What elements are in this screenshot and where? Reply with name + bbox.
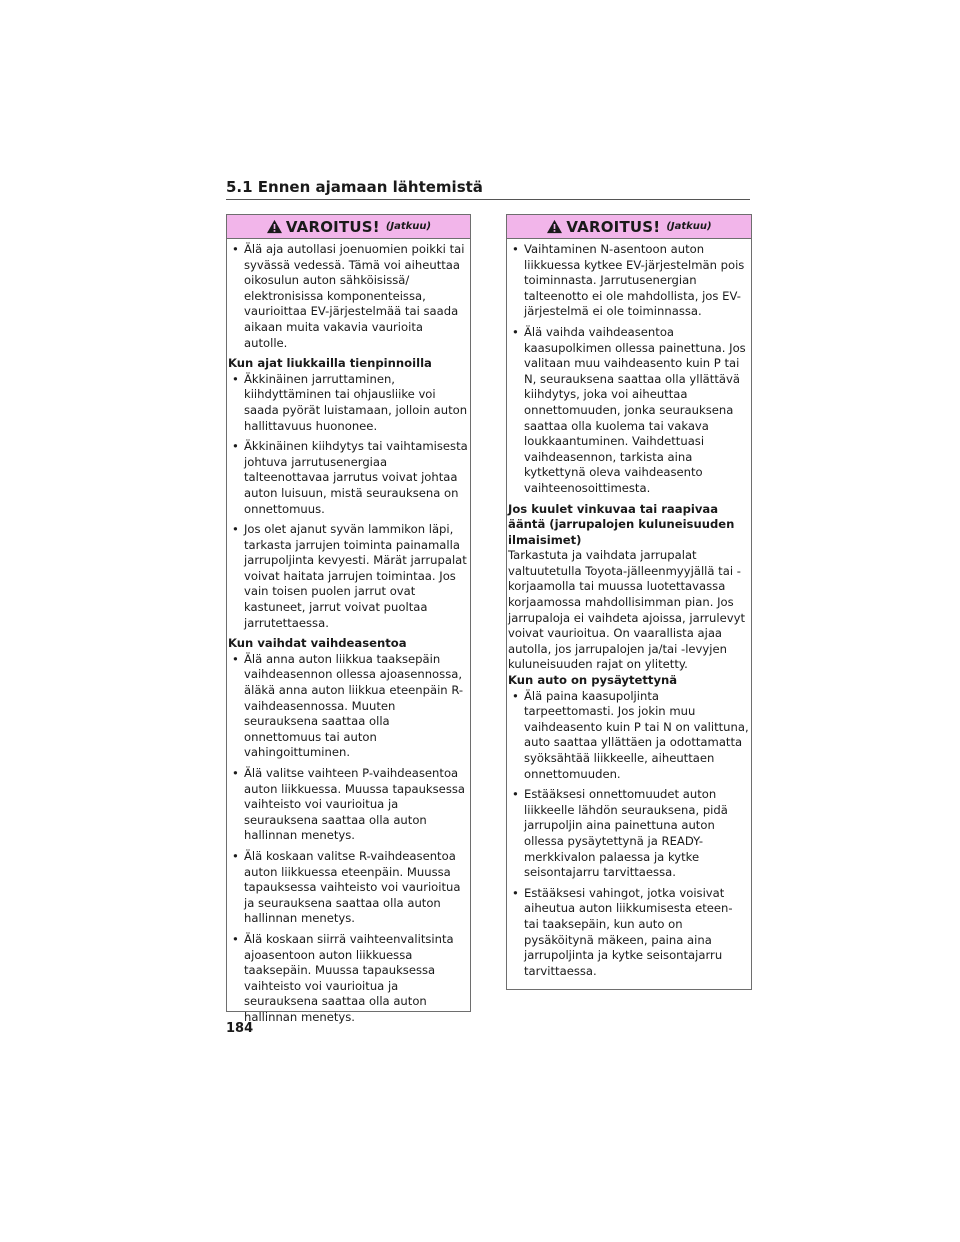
warning-title: VAROITUS! [285, 217, 380, 236]
list-item [228, 372, 470, 434]
warning-triangle-icon [546, 219, 563, 234]
list-item-text: Vaihtaminen N-asentoon auton liikkuessa kytkee EV-järjestelmän pois toiminnasta. Jarrutusenergian talteenotto ei ole mahdollista, jos EV-järjestelmä ei ole toiminnassa. [524, 242, 745, 319]
section-header: 5.1 Ennen ajamaan lähtemistä [226, 178, 750, 200]
list-item-text: Estääksesi onnettomuudet auton liikkeelle lähdön seurauksena, pidä jarrupoljin aina painettuna auton ollessa pysäytettynä ja READY-merkkivalon palaessa ja kytke seisontajarru tarvittaessa. [524, 787, 728, 880]
list-item [508, 689, 751, 783]
bullet-icon: • [512, 787, 519, 802]
list-item [508, 325, 751, 497]
right-heading-brake-noise: Jos kuulet vinkuvaa tai raapivaa ääntä (jarrupalojen kuluneisuuden ilmaisimet) [508, 501, 735, 547]
bullet-icon: • [232, 651, 239, 666]
bullet-icon: • [512, 324, 519, 339]
list-item-text: Äkkinäinen jarruttaminen, kiihdyttäminen tai ohjausliike voi saada pyörät luistamaan, jolloin auton hallittavuus huononee. [244, 371, 468, 433]
bullet-icon: • [232, 439, 239, 454]
bullet-icon: • [232, 931, 239, 946]
list-item-text: Estääksesi vahingot, jotka voisivat aiheutua auton liikkumisesta eteen- tai taaksepäin, kun auto on pysäköitynä mäkeen, paina aina jarrupoljinta ja kytke seisontajarru tarvittaessa. [524, 885, 733, 978]
right-intro-list [508, 242, 751, 497]
list-item-text: Älä aja autollasi joenuomien poikki tai syvässä vedessä. Tämä voi aiheuttaa oikosulun auton sähköisissä/ elektronisissa komponenteissa, vaurioittaa EV-järjestelmää tai saada aikaan muita vakavia vaurioita autolle. [244, 242, 465, 350]
warning-box-left [226, 214, 471, 1024]
warning-box-header [507, 215, 751, 239]
list-item-text: Älä paina kaasupoljinta tarpeettomasti. Jos jokin muu vaihdeasento kuin P tai N on valittuna, auto saattaa yllättäen ja odottamatta syöksähtää liikkeelle, aiheuttaen onnettomuuden. [524, 688, 749, 781]
left-slippery-list [228, 372, 470, 632]
list-item [228, 522, 470, 631]
list-item [228, 439, 470, 517]
right-paragraph-brake-pads: Tarkastuta ja vaihdata jarrupalat valtuutetulla Toyota-jälleenmyyjällä tai -korjaamolla tai muussa luotettavassa korjaamossa mahdollisimman pian. Jos jarrupaloja ei vaihdeta ajoissa, jarrulevyt voivat vaurioitua. On vaarallista ajaa autolla, jos jarrupalojen ja/tai -levyjen kuluneisuuden rajat on ylitetty. [508, 548, 746, 672]
list-item [508, 787, 751, 881]
bullet-icon: • [232, 848, 239, 863]
warning-box-right [506, 214, 752, 990]
right-heading-stopped: Kun auto on pysäytettynä [508, 673, 678, 688]
list-item [228, 932, 470, 1026]
list-item [228, 849, 470, 927]
left-shift-list [228, 652, 470, 1026]
right-stopped-list [508, 689, 751, 980]
left-heading-slippery: Kun ajat liukkailla tienpinnoilla [228, 356, 432, 371]
bullet-icon: • [232, 522, 239, 537]
list-item-text: Älä valitse vaihteen P-vaihdeasentoa auton liikkuessa. Muussa tapauksessa vaihteisto voi vaurioitua ja seurauksena saattaa olla auton hallinnan menetys. [244, 766, 465, 843]
warning-continued: (Jatkuu) [666, 221, 712, 232]
list-item [508, 886, 751, 980]
warning-title: VAROITUS! [566, 217, 661, 236]
list-item-text: Älä vaihda vaihdeasentoa kaasupolkimen ollessa painettuna. Jos valitaan muu vaihdeasento kuin P tai N, seurauksena saattaa olla yllättävä kiihdytys, joka voi aiheuttaa onnettomuuden, jonka seurauksena saattaa olla kuolema tai vakava loukkaantuminen. Vaihdettuasi vaihdeasennon, tarkista aina kytkettynä oleva vaihdeasento vaihteenosoittimesta. [524, 324, 746, 495]
list-item [508, 242, 751, 320]
bullet-icon: • [232, 371, 239, 386]
bullet-icon: • [232, 766, 239, 780]
bullet-icon: • [232, 242, 239, 256]
warning-body-left [227, 239, 470, 1026]
warning-box-header [227, 215, 470, 239]
list-item-text: Jos olet ajanut syvän lammikon läpi, tarkasta jarrujen toiminta painamalla jarrupoljinta kevyesti. Märät jarrupalat voivat haitata jarrujen toimintaa. Jos vain toisen puolen jarrut ovat kastuneet, jarrut voivat puoltaa jarrutettaessa. [244, 522, 467, 630]
left-heading-shift: Kun vaihdat vaihdeasentoa [228, 636, 407, 651]
left-intro-list [228, 242, 470, 351]
list-item-text: Äkkinäinen kiihdytys tai vaihtamisesta johtuva jarrutusenergiaa talteenottavaa jarrutus voivat johtaa auton luisuun, mistä seurauksena on onnettomuus. [244, 439, 468, 516]
warning-body-right [507, 239, 751, 979]
list-item [228, 652, 470, 761]
list-item [228, 242, 470, 351]
list-item [228, 766, 470, 844]
list-item-text: Älä koskaan siirrä vaihteenvalitsinta ajoasentoon auton liikkuessa taaksepäin. Muussa tapauksessa vaihteisto voi vaurioitua ja seurauksena saattaa olla auton hallinnan menetys. [244, 931, 454, 1024]
page-number: 184 [226, 1021, 254, 1036]
list-item-text: Älä anna auton liikkua taaksepäin vaihdeasennon ollessa ajoasennossa, äläkä anna auton liikkua eteenpäin R-vaihdeasennossa. Muuten seurauksena saattaa olla onnettomuus tai auton vahingoittuminen. [244, 651, 464, 760]
bullet-icon: • [512, 688, 519, 703]
bullet-icon: • [512, 242, 519, 256]
warning-triangle-icon [266, 219, 283, 234]
list-item-text: Älä koskaan valitse R-vaihdeasentoa auton liikkuessa eteenpäin. Muussa tapauksessa vaihteisto voi vaurioitua ja seurauksena saattaa olla auton hallinnan menetys. [244, 848, 461, 926]
bullet-icon: • [512, 885, 519, 900]
warning-continued: (Jatkuu) [385, 221, 432, 232]
